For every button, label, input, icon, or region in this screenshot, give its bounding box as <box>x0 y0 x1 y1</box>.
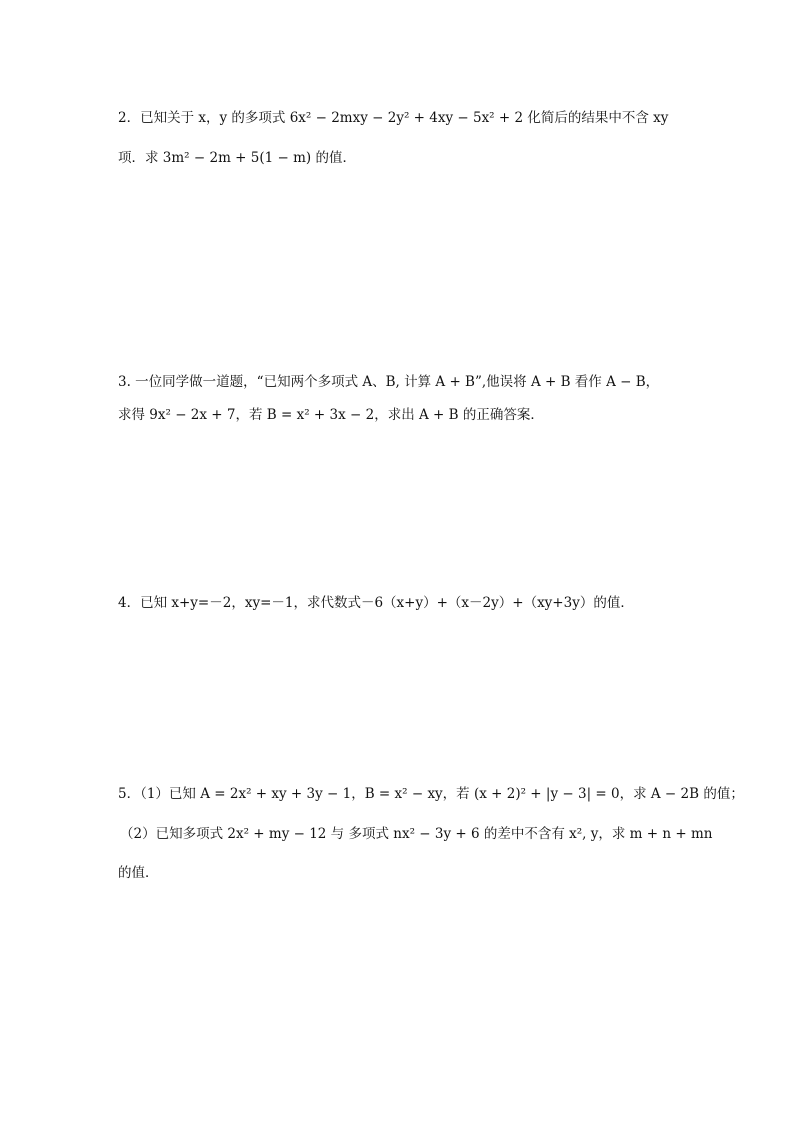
problem-3-line-1: 3. 一位同学做一道题，“已知两个多项式 A、B, 计算 A + B”,他误将 A + B 看作 A − B， <box>118 374 660 390</box>
problem-4-line-1: 4．已知 x+y=－2，xy=－1，求代数式－6（x+y）+（x－2y）+（xy+3y）的值． <box>118 595 634 611</box>
problem-5-line-2: （2）已知多项式 2x² + my − 12 与 多项式 nx² − 3y + 6 的差中不含有 x², y，求 m + n + mn <box>120 826 713 842</box>
problem-2-line-2: 项．求 3m² − 2m + 5(1 − m) 的值． <box>118 150 356 166</box>
problem-5-line-3: 的值． <box>118 865 159 881</box>
problem-5-line-1: 5．（1）已知 A = 2x² + xy + 3y − 1，B = x² − xy，若 (x + 2)² + |y − 3| = 0，求 A − 2B 的值； <box>118 786 744 802</box>
problem-2-line-1: 2．已知关于 x，y 的多项式 6x² − 2mxy − 2y² + 4xy − 5x² + 2 化简后的结果中不含 xy <box>118 110 669 126</box>
problem-3-line-2: 求得 9x² − 2x + 7，若 B = x² + 3x − 2，求出 A + B 的正确答案． <box>118 407 544 423</box>
